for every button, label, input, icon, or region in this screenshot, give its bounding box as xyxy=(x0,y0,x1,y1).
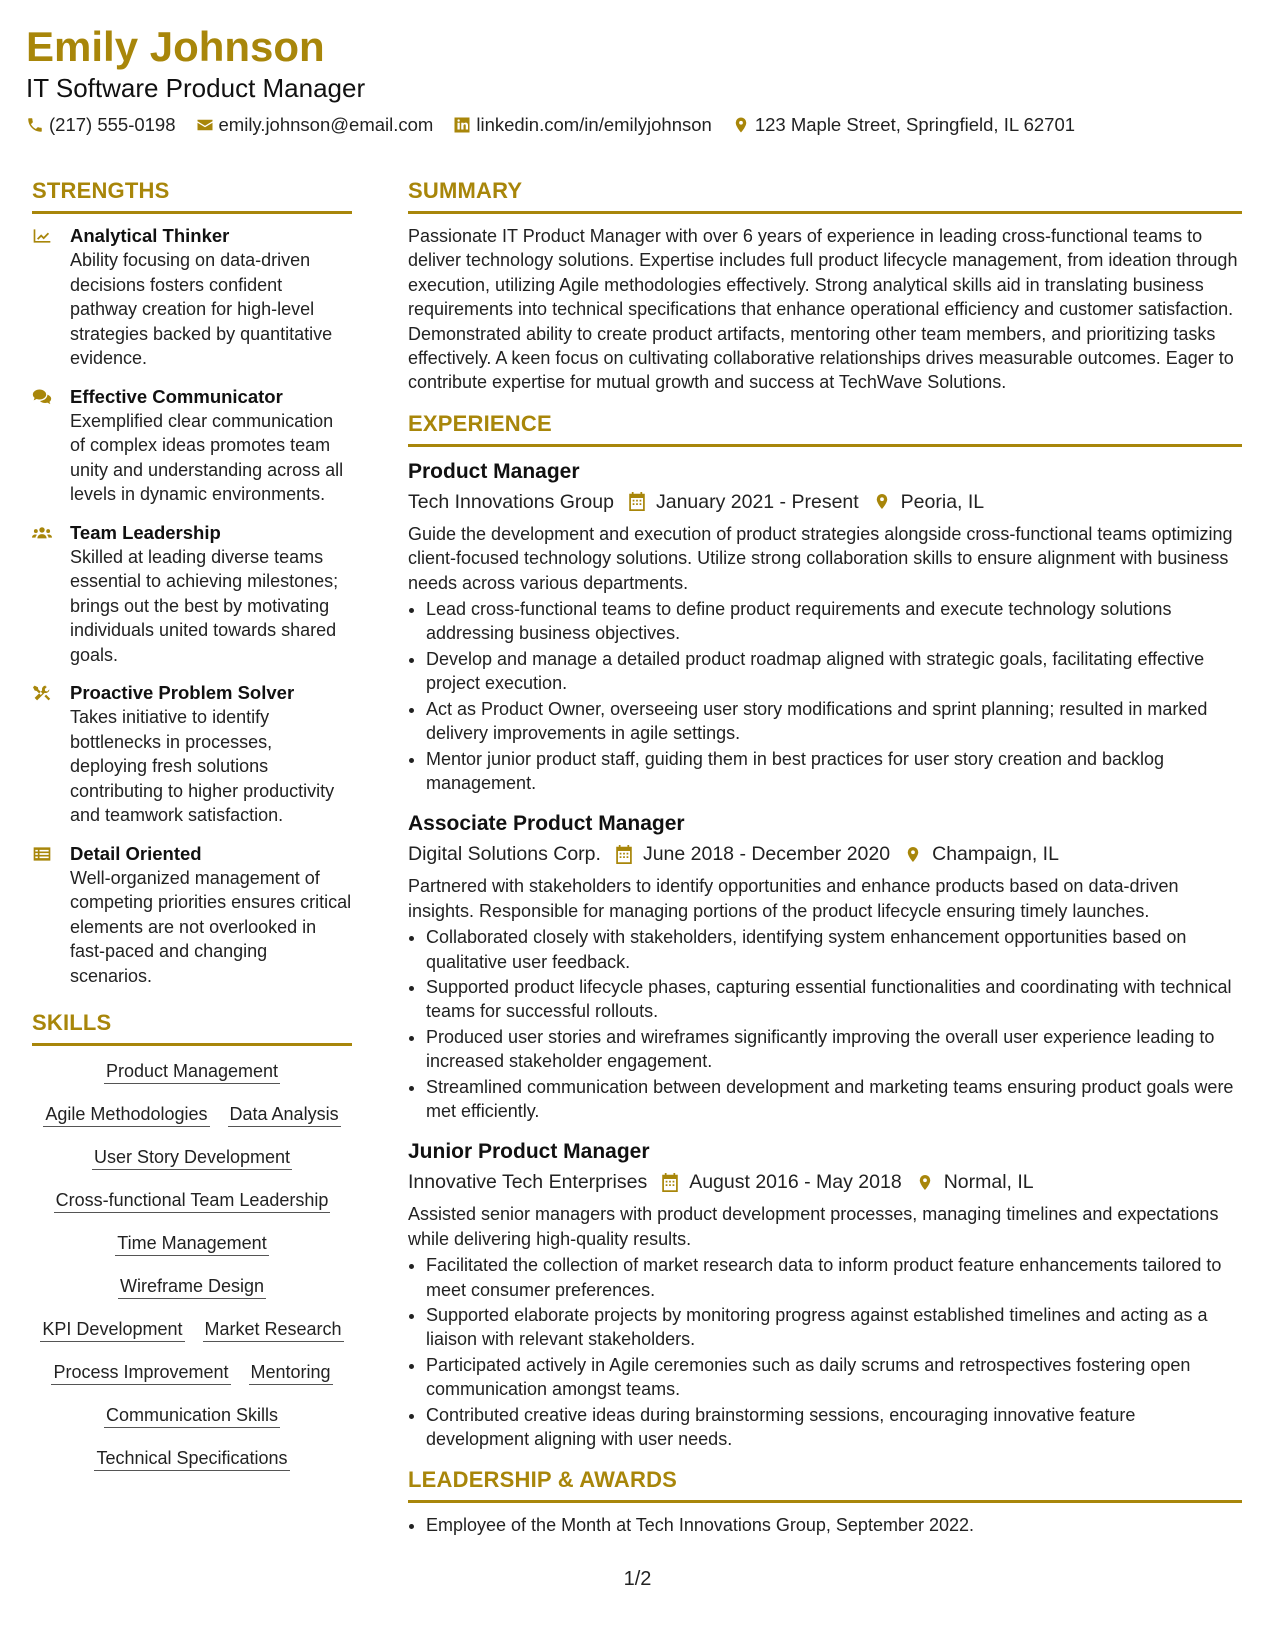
awards-heading: LEADERSHIP & AWARDS xyxy=(408,1465,1242,1503)
map-pin-icon xyxy=(916,1173,934,1192)
job-entry xyxy=(408,1137,1242,1451)
skill-tag: Data Analysis xyxy=(228,1103,341,1127)
skill-tag: Mentoring xyxy=(249,1361,333,1385)
contact-linkedin-text: linkedin.com/in/emilyjohnson xyxy=(476,114,712,135)
award-item: • Employee of the Month at Tech Innovations Group, September 2022. xyxy=(426,1513,1242,1537)
job-meta xyxy=(408,487,1242,517)
job-location: Peoria, IL xyxy=(900,490,985,513)
job-location: Normal, IL xyxy=(943,1171,1034,1194)
contact-phone xyxy=(26,114,176,136)
strengths-heading: STRENGTHS xyxy=(32,176,352,214)
job-description: Partnered with stakeholders to identify opportunities and enhance products based on data-driven insights. Responsible for managing portions of the product lifecycle ensuring timely launches. xyxy=(408,876,1179,921)
job-bullet: • Mentor junior product staff, guiding them in best practices for user story creation and backlog management. xyxy=(426,747,1242,796)
awards-list xyxy=(408,1513,1242,1537)
page-number: 1/2 xyxy=(623,1568,652,1590)
map-pin-icon xyxy=(732,116,750,134)
job-dates: June 2018 - December 2020 xyxy=(642,843,891,866)
map-pin-icon xyxy=(904,845,922,864)
job-description: Guide the development and execution of product strategies alongside cross-functional teams optimizing client-focused technology solutions. Utilize strong collaboration skills to ensure alignment with business needs across various departments. xyxy=(408,523,1233,593)
left-column xyxy=(32,176,352,1490)
job-bullet: • Contributed creative ideas during brainstorming sessions, encouraging innovative feature development aligning with user needs. xyxy=(426,1403,1242,1452)
job-title: Junior Product Manager xyxy=(408,1140,650,1164)
users-icon xyxy=(32,524,52,542)
strength-title: Detail Oriented xyxy=(70,842,202,864)
candidate-name: Emily Johnson xyxy=(26,23,325,70)
job-bullet: • Produced user stories and wireframes significantly improving the overall user experience leading to increased stakeholder engagement. xyxy=(426,1025,1242,1074)
contact-phone-text: (217) 555-0198 xyxy=(49,114,176,135)
skill-tag: Cross-functional Team Leadership xyxy=(54,1189,331,1213)
job-meta xyxy=(408,839,1242,869)
strength-title: Effective Communicator xyxy=(70,385,283,407)
skill-tag: Technical Specifications xyxy=(94,1447,289,1471)
job-bullets xyxy=(408,925,1242,1123)
job-dates: August 2016 - May 2018 xyxy=(689,1171,902,1194)
job-bullet: • Facilitated the collection of market research data to inform product feature enhancements tailored to meet consumer preferences. xyxy=(426,1253,1242,1302)
skill-tag: Product Management xyxy=(104,1060,280,1084)
job-title: Associate Product Manager xyxy=(408,812,685,836)
skills-list xyxy=(32,1060,352,1490)
strength-desc: Well-organized management of competing priorities ensures critical elements are not overlooked in fast-paced and changing scenarios. xyxy=(70,867,352,986)
linkedin-icon xyxy=(453,116,471,134)
phone-icon xyxy=(26,116,44,134)
skill-tag: KPI Development xyxy=(40,1318,184,1342)
job-company: Innovative Tech Enterprises xyxy=(408,1171,648,1194)
strength-desc: Skilled at leading diverse teams essential to achieving milestones; brings out the best by motivating individuals united towards shared goals. xyxy=(70,546,339,665)
job-bullet: • Streamlined communication between development and marketing teams ensuring product goals were met efficiently. xyxy=(426,1075,1242,1124)
job-location: Champaign, IL xyxy=(932,843,1059,866)
strength-desc: Exemplified clear communication of complex ideas promotes team unity and understanding across all levels in dynamic environments. xyxy=(70,410,344,504)
job-company: Tech Innovations Group xyxy=(408,490,614,513)
strength-item xyxy=(32,385,352,507)
strength-item xyxy=(32,681,352,828)
job-bullet: • Act as Product Owner, overseeing user story modifications and sprint planning; resulted in marked delivery improvements in agile settings. xyxy=(426,697,1242,746)
summary-heading: SUMMARY xyxy=(408,176,1242,214)
job-entry xyxy=(408,809,1242,1123)
skill-tag: Wireframe Design xyxy=(118,1275,266,1299)
strength-item xyxy=(32,521,352,668)
list-alt-icon xyxy=(32,845,52,863)
job-title: Product Manager xyxy=(408,459,580,483)
contact-email xyxy=(196,114,434,136)
job-description: Assisted senior managers with product development processes, managing timelines and expectations while delivering high-quality results. xyxy=(408,1204,1219,1249)
comments-icon xyxy=(32,388,52,406)
resume-header xyxy=(26,22,1246,136)
contact-address xyxy=(732,114,1075,136)
strength-title: Analytical Thinker xyxy=(70,225,230,246)
strength-title: Proactive Problem Solver xyxy=(70,682,295,703)
calendar-icon xyxy=(661,1173,679,1192)
contact-linkedin xyxy=(453,114,711,136)
job-bullet: • Develop and manage a detailed product roadmap aligned with strategic goals, facilitating effective project execution. xyxy=(426,647,1242,696)
job-bullet: • Lead cross-functional teams to define product requirements and execute technology solutions addressing business objectives. xyxy=(426,597,1242,646)
job-entry xyxy=(408,457,1242,795)
job-meta xyxy=(408,1167,1242,1197)
job-company: Digital Solutions Corp. xyxy=(408,843,601,866)
chart-line-icon xyxy=(32,227,52,245)
skill-tag: Process Improvement xyxy=(51,1361,230,1385)
strength-item xyxy=(32,224,352,371)
contact-address-text: 123 Maple Street, Springfield, IL 62701 xyxy=(754,114,1076,135)
summary-text: Passionate IT Product Manager with over 6 years of experience in leading cross-functional teams to deliver technology solutions. Expertise includes full product lifecycle management, from ideation through execution, utilizing Agile methodologies effectively. Strong analytical skills aid in translating business requirements into technical specifications that enhance operational efficiency and customer satisfaction. Demonstrated ability to create product artifacts, mentoring other team members, and prioritizing tasks effectively. A keen focus on cultivating collaborative relationships drives measurable outcomes. Eager to contribute expertise for mutual growth and success at TechWave Solutions. xyxy=(408,226,1238,393)
experience-heading: EXPERIENCE xyxy=(408,409,1242,447)
job-bullet: • Supported elaborate projects by monitoring progress against established timelines and acting as a liaison with relevant stakeholders. xyxy=(426,1303,1242,1352)
skill-tag: Market Research xyxy=(203,1318,344,1342)
contact-email-text: emily.johnson@email.com xyxy=(218,114,434,135)
skill-tag: Time Management xyxy=(115,1232,268,1256)
skill-tag: Agile Methodologies xyxy=(43,1103,209,1127)
strength-item xyxy=(32,842,352,989)
tools-icon xyxy=(32,684,52,702)
strength-title: Team Leadership xyxy=(70,521,221,543)
job-bullets xyxy=(408,597,1242,795)
contact-bar xyxy=(26,114,1246,136)
job-bullet: • Supported product lifecycle phases, capturing essential functionalities and coordinating with technical teams for successful rollouts. xyxy=(426,975,1242,1024)
calendar-icon xyxy=(615,845,633,864)
job-bullet: • Participated actively in Agile ceremonies such as daily scrums and retrospectives fostering open communication amongst teams. xyxy=(426,1353,1242,1402)
skills-heading: SKILLS xyxy=(32,1008,352,1046)
strength-desc: Ability focusing on data-driven decisions fosters confident pathway creation for high-level strategies backed by quantitative evidence. xyxy=(70,250,333,368)
map-pin-icon xyxy=(873,492,891,511)
candidate-role: IT Software Product Manager xyxy=(26,73,366,103)
envelope-icon xyxy=(196,116,214,134)
job-bullet: • Collaborated closely with stakeholders, identifying system enhancement opportunities based on qualitative user feedback. xyxy=(426,925,1242,974)
job-bullets xyxy=(408,1253,1242,1451)
calendar-icon xyxy=(628,492,646,511)
strength-desc: Takes initiative to identify bottlenecks in processes, deploying fresh solutions contributing to higher productivity and teamwork satisfaction. xyxy=(70,707,335,825)
skill-tag: Communication Skills xyxy=(104,1404,280,1428)
job-dates: January 2021 - Present xyxy=(655,490,859,513)
skill-tag: User Story Development xyxy=(92,1146,292,1170)
right-column xyxy=(408,176,1242,1539)
